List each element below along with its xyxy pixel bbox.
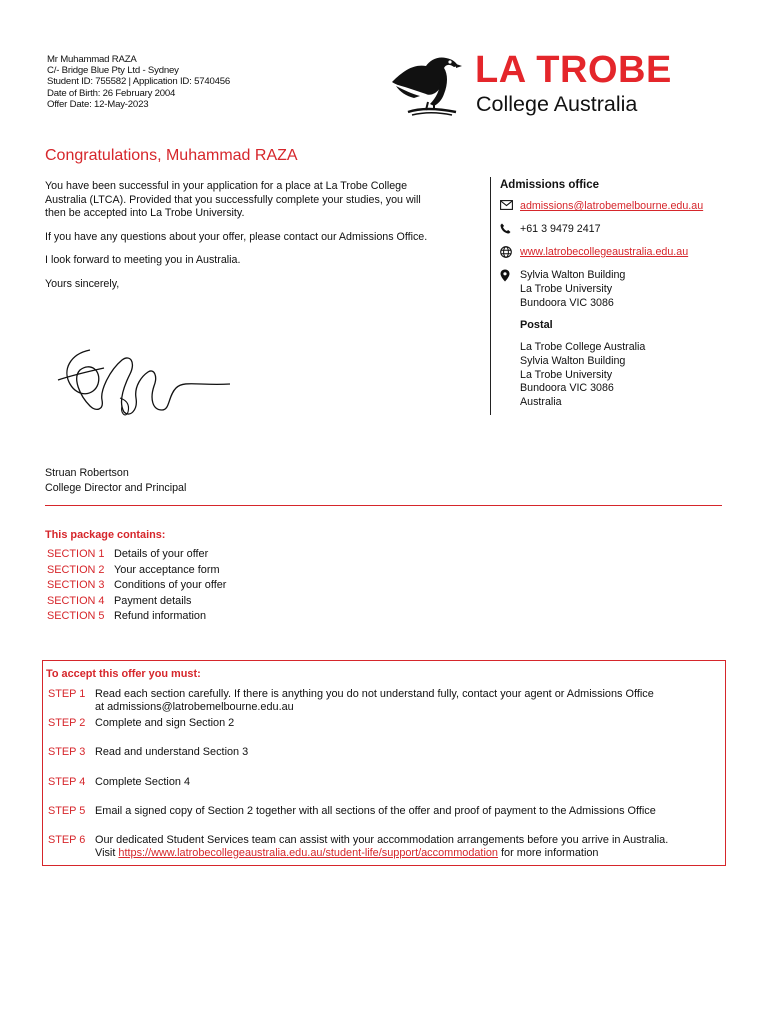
signatory-block bbox=[45, 466, 186, 496]
step-number: STEP 6 bbox=[48, 834, 86, 846]
body-paragraph-4: Yours sincerely, bbox=[45, 277, 120, 290]
step-1 bbox=[48, 688, 654, 714]
accommodation-link[interactable]: https://www.latrobecollegeaustralia.edu.au/student-life/support/accommodation bbox=[118, 847, 498, 859]
admissions-phone: +61 3 9479 2417 bbox=[520, 223, 601, 235]
more-info-label: for more information bbox=[501, 847, 599, 859]
step-2 bbox=[48, 717, 234, 730]
admissions-contact bbox=[500, 179, 740, 410]
postal-address bbox=[520, 341, 740, 410]
eagle-logo-icon bbox=[390, 52, 470, 118]
list-item bbox=[47, 563, 226, 579]
step-5 bbox=[48, 805, 656, 818]
section-number: SECTION 1 bbox=[47, 548, 105, 560]
logo-subtitle: College Australia bbox=[476, 92, 638, 116]
globe-icon bbox=[500, 245, 520, 258]
step-text: Email a signed copy of Section 2 together with all sections of the offer and proof of payment to the Admissions Office bbox=[95, 805, 656, 817]
section-number: SECTION 2 bbox=[47, 563, 105, 576]
offer-date: Offer Date: 12-May-2023 bbox=[47, 98, 149, 110]
phone-icon bbox=[500, 222, 520, 234]
street-address bbox=[520, 268, 625, 310]
recipient-dob: Date of Birth: 26 February 2004 bbox=[47, 87, 176, 99]
section-label: Refund information bbox=[114, 610, 207, 622]
step-text bbox=[95, 834, 668, 860]
section-number: SECTION 3 bbox=[47, 579, 105, 591]
postal-line: Australia bbox=[520, 396, 562, 409]
contact-address-row bbox=[500, 268, 740, 310]
body-paragraph-2: If you have any questions about your offer, please contact our Admissions Office. bbox=[45, 230, 428, 243]
congratulations-heading: Congratulations, Muhammad RAZA bbox=[45, 147, 298, 164]
step-text bbox=[95, 688, 654, 714]
visit-label: Visit bbox=[95, 847, 116, 859]
postal-line: La Trobe University bbox=[520, 368, 613, 381]
letter-body bbox=[45, 180, 435, 302]
step-text: Complete Section 4 bbox=[95, 776, 191, 788]
step-text: Complete and sign Section 2 bbox=[95, 717, 235, 729]
step-number: STEP 1 bbox=[48, 688, 86, 700]
step-number: STEP 2 bbox=[48, 717, 86, 729]
step-number: STEP 5 bbox=[48, 805, 86, 817]
section-label: Payment details bbox=[114, 594, 192, 607]
admissions-office-heading: Admissions office bbox=[500, 179, 600, 191]
recipient-ids: Student ID: 755582 | Application ID: 5740456 bbox=[47, 76, 231, 88]
section-number: SECTION 5 bbox=[47, 610, 105, 622]
step-line: Our dedicated Student Services team can assist with your accommodation arrangements before you arrive in Australia. bbox=[95, 834, 669, 846]
list-item bbox=[47, 609, 226, 625]
step-6 bbox=[48, 834, 668, 860]
body-paragraph-3: I look forward to meeting you in Australia. bbox=[45, 254, 241, 267]
section-label: Details of your offer bbox=[114, 548, 209, 560]
postal-heading: Postal bbox=[520, 319, 553, 331]
signatory-name: Struan Robertson bbox=[45, 467, 129, 479]
address-line: La Trobe University bbox=[520, 283, 613, 295]
body-paragraph-1: You have been successful in your application for a place at La Trobe College Australia (LTCA). Provided that you successfully complete your studies, you will then be accepted into La Trobe University. bbox=[45, 180, 421, 220]
postal-line: La Trobe College Australia bbox=[520, 341, 646, 353]
recipient-name: Mr Muhammad RAZA bbox=[47, 54, 137, 65]
step-line: Read each section carefully. If there is anything you do not understand fully, contact your agent or Admissions Office bbox=[95, 688, 654, 700]
postal-line: Bundoora VIC 3086 bbox=[520, 382, 614, 395]
location-pin-icon bbox=[500, 268, 520, 282]
contact-website-row bbox=[500, 245, 740, 259]
logo-title: LA TROBE bbox=[475, 49, 672, 91]
contact-divider bbox=[490, 177, 491, 415]
step-line: at admissions@latrobemelbourne.edu.au bbox=[95, 701, 294, 713]
package-title: This package contains: bbox=[45, 529, 166, 541]
list-item bbox=[47, 547, 226, 563]
section-number: SECTION 4 bbox=[47, 594, 105, 607]
recipient-block bbox=[47, 54, 230, 110]
recipient-care-of: C/- Bridge Blue Pty Ltd - Sydney bbox=[47, 65, 179, 77]
section-divider bbox=[45, 505, 722, 506]
accept-title: To accept this offer you must: bbox=[46, 668, 201, 680]
step-line bbox=[95, 847, 668, 860]
step-number: STEP 3 bbox=[48, 746, 86, 758]
step-4 bbox=[48, 776, 190, 789]
list-item bbox=[47, 578, 226, 594]
mail-icon bbox=[500, 199, 520, 210]
package-list bbox=[47, 547, 226, 625]
step-3 bbox=[48, 746, 248, 759]
signatory-title: College Director and Principal bbox=[45, 482, 187, 494]
contact-email-row bbox=[500, 199, 740, 213]
step-number: STEP 4 bbox=[48, 776, 86, 788]
address-line: Sylvia Walton Building bbox=[520, 269, 626, 281]
contact-phone-row bbox=[500, 222, 740, 236]
postal-line: Sylvia Walton Building bbox=[520, 354, 626, 367]
admissions-email-link[interactable]: admissions@latrobemelbourne.edu.au bbox=[520, 200, 704, 212]
section-label: Your acceptance form bbox=[114, 563, 220, 576]
list-item bbox=[47, 594, 226, 610]
step-text: Read and understand Section 3 bbox=[95, 746, 249, 758]
address-line: Bundoora VIC 3086 bbox=[520, 297, 614, 309]
section-label: Conditions of your offer bbox=[114, 579, 227, 591]
college-website-link[interactable]: www.latrobecollegeaustralia.edu.au bbox=[520, 246, 689, 258]
signature-image bbox=[50, 340, 235, 420]
